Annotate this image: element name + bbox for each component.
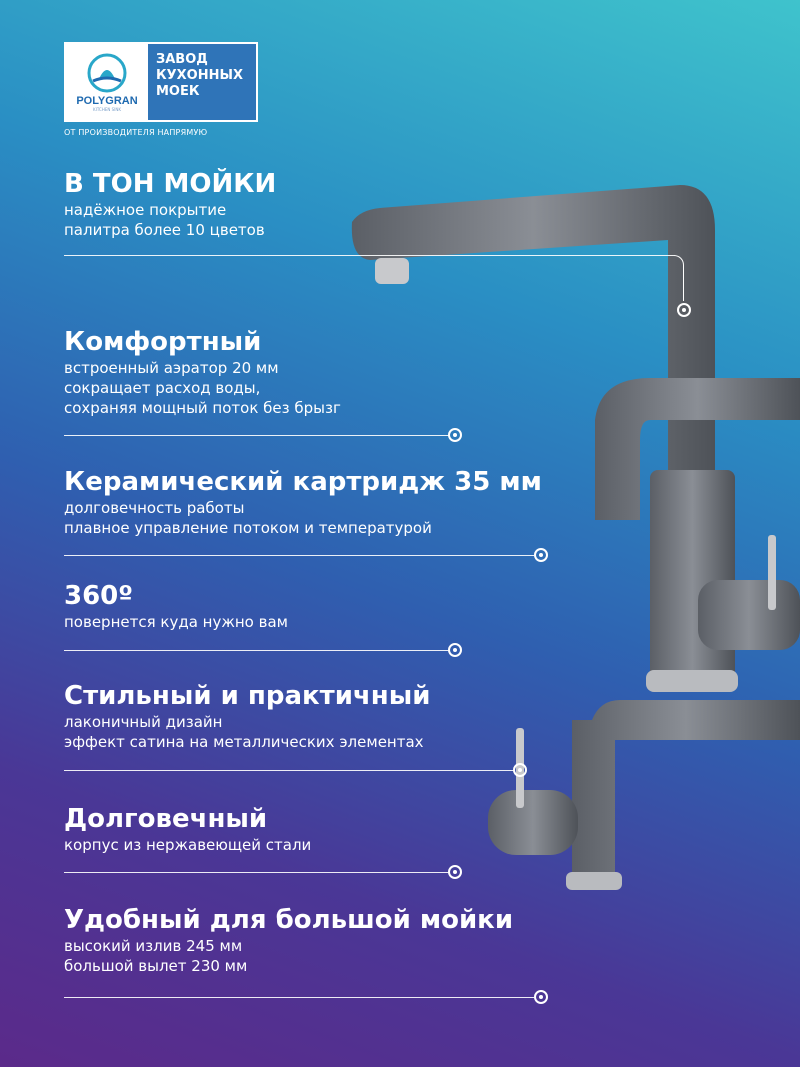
callout-dot-icon (448, 865, 462, 879)
feature-text: лаконичный дизайн (64, 713, 223, 731)
feature-title: 360º (64, 581, 133, 611)
feature-title: Керамический картридж 35 мм (64, 467, 542, 497)
callout-line (674, 255, 684, 301)
feature-cartridge (64, 466, 542, 538)
feature-text: большой вылет 230 мм (64, 957, 248, 975)
feature-text: сохраняя мощный поток без брызг (64, 399, 341, 417)
feature-text: плавное управление потоком и температурой (64, 519, 432, 537)
feature-text: долговечность работы (64, 499, 245, 517)
feature-text: встроенный аэратор 20 мм (64, 359, 279, 377)
feature-color (64, 168, 276, 240)
callout-line (64, 555, 534, 556)
callout-dot-icon (513, 763, 527, 777)
feature-title: Комфортный (64, 327, 262, 357)
feature-durable (64, 803, 311, 855)
callout-dot-icon (534, 990, 548, 1004)
feature-text: высокий излив 245 мм (64, 937, 243, 955)
brand-logo (64, 42, 258, 122)
callout-line (64, 770, 514, 771)
feature-360 (64, 580, 288, 632)
feature-text: эффект сатина на металлических элементах (64, 733, 424, 751)
callout-line (64, 997, 534, 998)
wave-logo-icon (87, 53, 127, 93)
feature-text: надёжное покрытие (64, 201, 227, 219)
callout-dot-icon (448, 643, 462, 657)
callout-line (64, 255, 674, 256)
callout-dot-icon (534, 548, 548, 562)
callout-dot-icon (677, 303, 691, 317)
feature-large-sink (64, 904, 513, 976)
feature-text: палитра более 10 цветов (64, 221, 265, 239)
feature-title: В ТОН МОЙКИ (64, 169, 277, 199)
callout-dot-icon (448, 428, 462, 442)
feature-text: повернется куда нужно вам (64, 613, 288, 631)
logo-title: ЗАВОД КУХОННЫХ МОЕК (148, 44, 256, 120)
brand-name: POLYGRAN (76, 94, 138, 107)
callout-line (64, 435, 449, 436)
feature-text: сокращает расход воды, (64, 379, 261, 397)
callout-line (64, 872, 449, 873)
feature-text: корпус из нержавеющей стали (64, 836, 312, 854)
feature-style (64, 680, 430, 752)
callout-line (64, 650, 449, 651)
feature-title: Удобный для большой мойки (64, 905, 514, 935)
tagline: ОТ ПРОИЗВОДИТЕЛЯ НАПРЯМУЮ (64, 128, 208, 137)
feature-comfort (64, 326, 341, 418)
brand-subtitle: KITCHEN SINK (93, 106, 121, 112)
feature-title: Долговечный (64, 804, 268, 834)
feature-title: Стильный и практичный (64, 681, 431, 711)
